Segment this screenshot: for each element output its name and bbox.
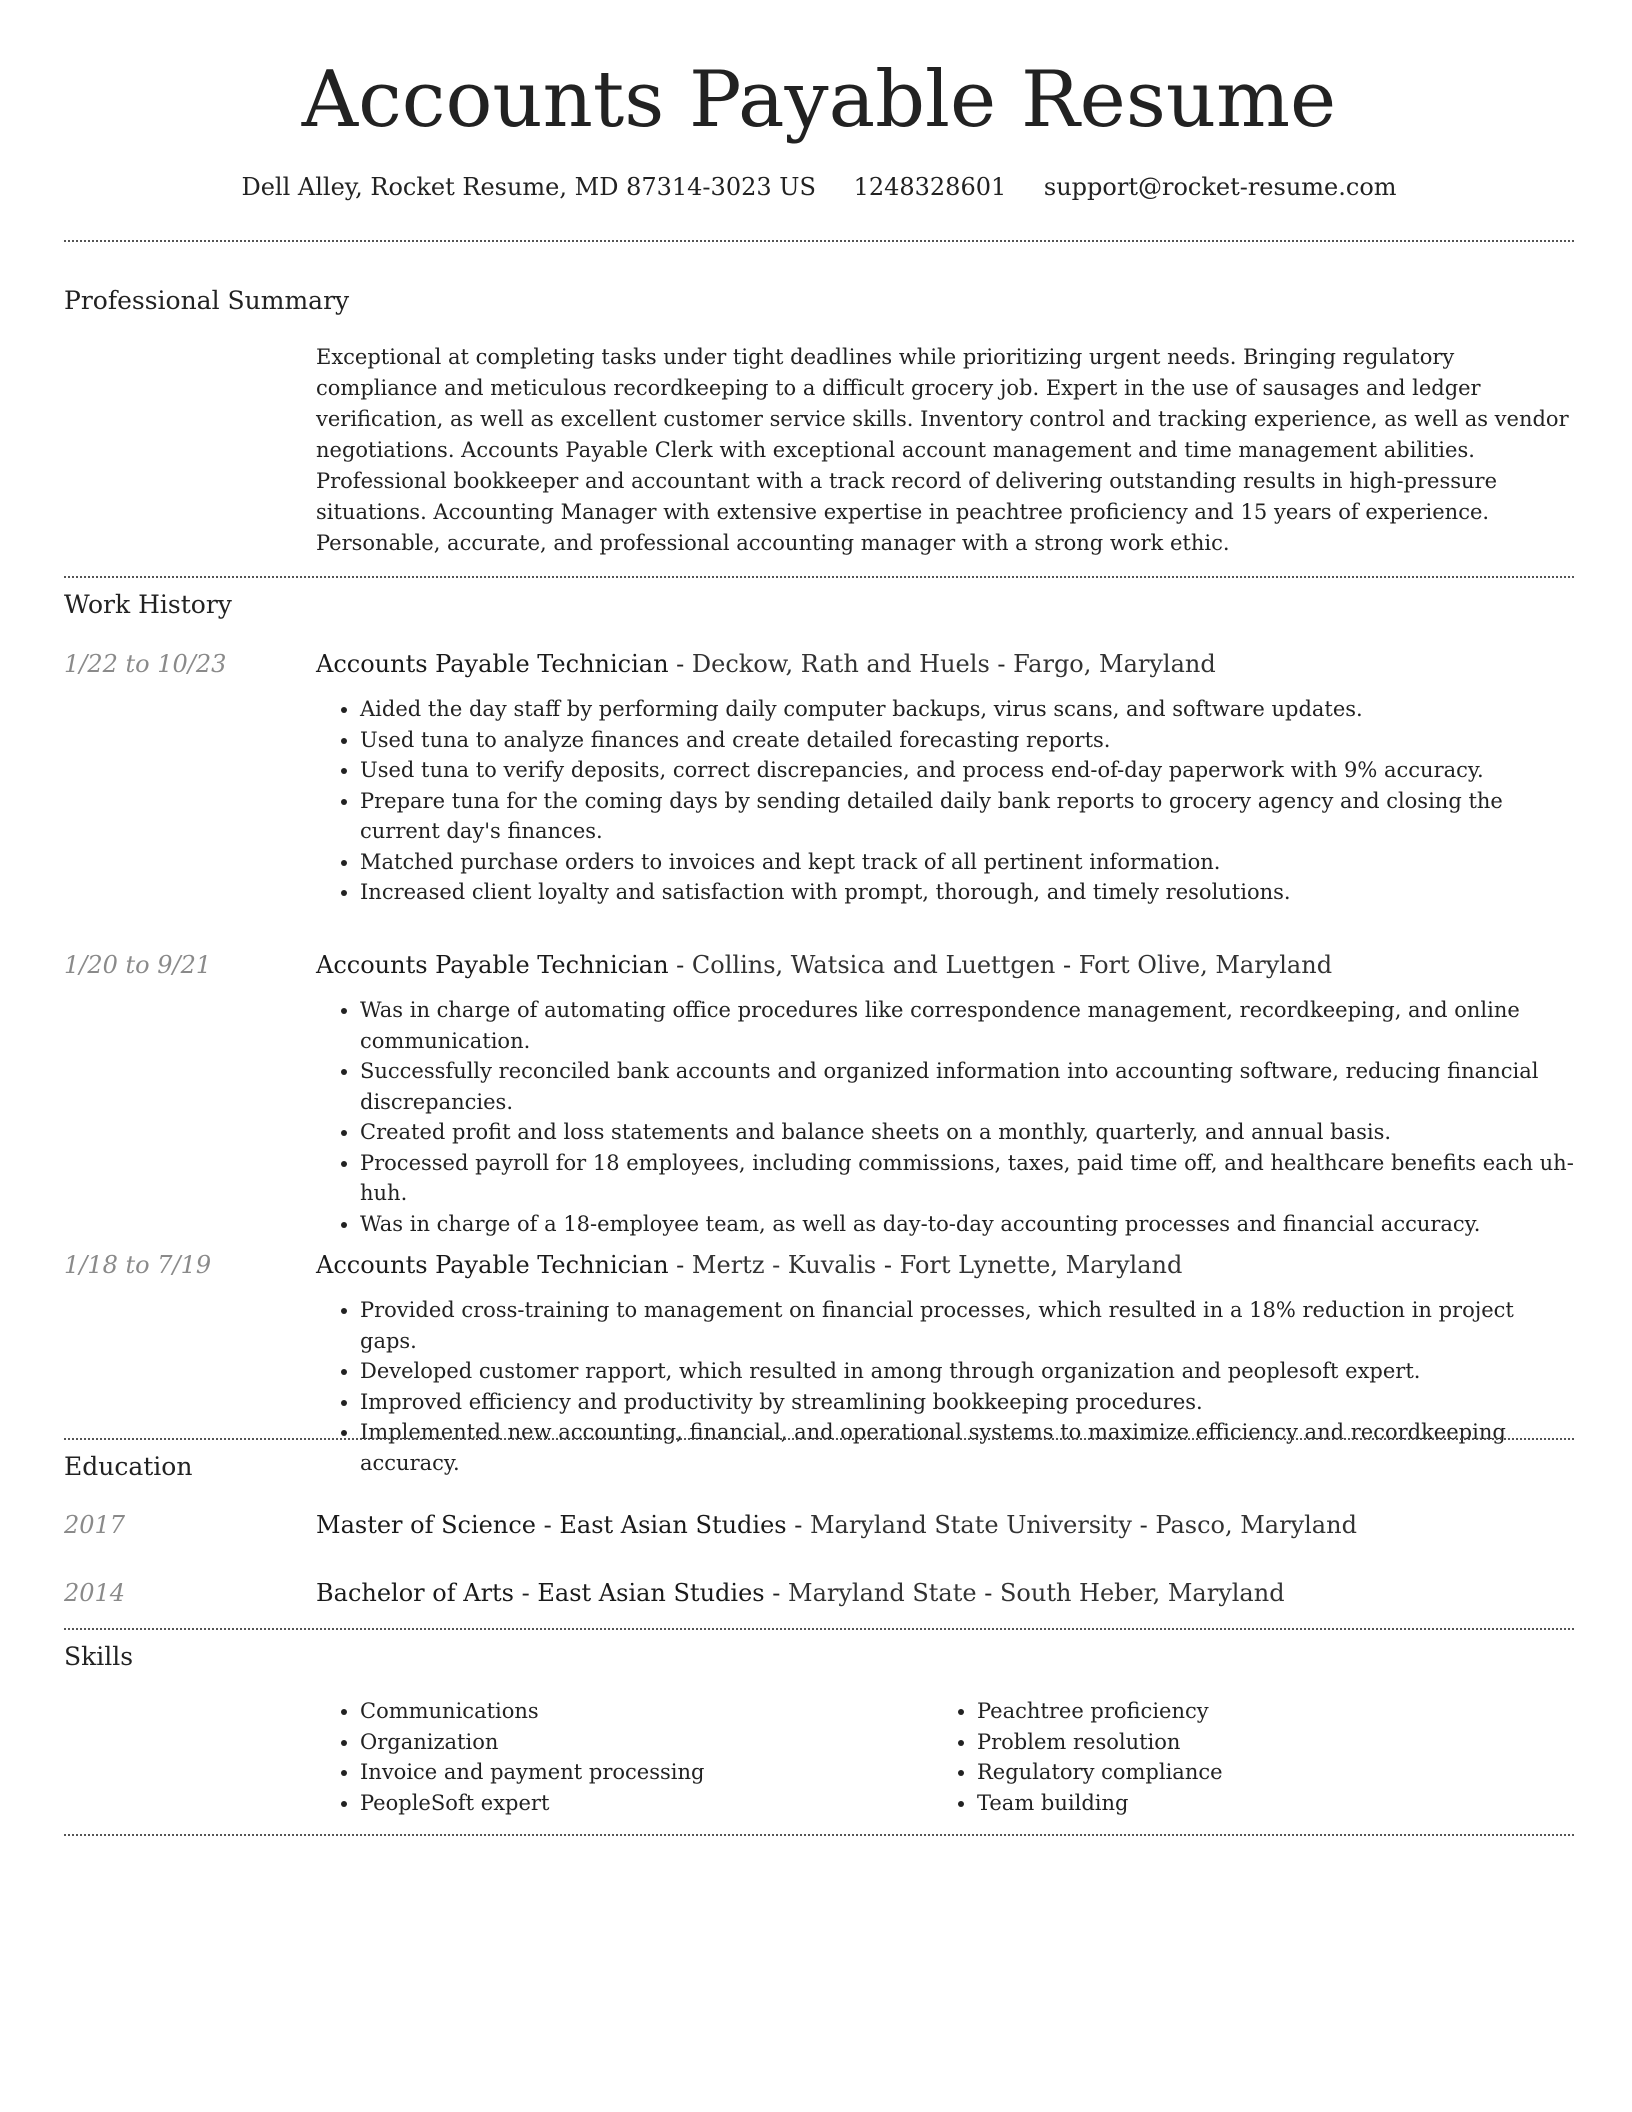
job-bullets [316,694,1574,908]
job-company: Deckow, Rath and Huels [691,650,990,678]
education-year: 2017 [64,1511,126,1539]
list-item: • Used tuna to verify deposits, correct discrepancies, and process end-of-day paperwork with 9% accuracy. [360,755,1574,786]
section-title-skills: Skills [64,1642,134,1671]
job-company: Collins, Watsica and Luettgen [691,951,1056,979]
separator: - [668,951,692,979]
divider [64,576,1574,578]
resume-page [64,0,1574,1815]
separator: - [668,650,692,678]
skills-list-left [316,1696,933,1818]
job-entry [316,647,1574,908]
separator: - [786,1511,810,1539]
education-location: Pasco, Maryland [1155,1511,1357,1539]
contact-line [64,170,1574,204]
education-school: Maryland State [788,1579,977,1607]
education-degree: Bachelor of Arts [316,1579,514,1607]
skill-item: • PeopleSoft expert [360,1788,933,1819]
section-title-education: Education [64,1452,193,1481]
separator: - [535,1511,560,1539]
separator: - [1132,1511,1156,1539]
list-item: • Created profit and loss statements and balance sheets on a monthly, quarterly, and annual basis. [360,1117,1574,1148]
list-item: • Aided the day staff by performing daily computer backups, virus scans, and software updates. [360,694,1574,725]
job-entry [316,1248,1574,1478]
list-item: • Provided cross-training to management on financial processes, which resulted in a 18% reduction in project gaps. [360,1295,1574,1356]
skill-item: • Invoice and payment processing [360,1757,933,1788]
summary-text: Exceptional at completing tasks under tight deadlines while prioritizing urgent needs. Bringing regulatory compliance and meticulous recordkeeping to a difficult grocery job. Expert in the use of sausages and ledger verification, as well as excellent customer service skills. Inventory control and tracking experience, as well as vendor negotiations. Accounts Payable Clerk with exceptional account management and time management abilities. Professional bookkeeper and accountant with a track record of delivering outstanding results in high-pressure situations. Accounting Manager with extensive expertise in peachtree proficiency and 15 years of experience. Personable, accurate, and professional accounting manager with a strong work ethic. [316,345,1569,555]
separator: - [514,1579,538,1607]
education-school: Maryland State University [809,1511,1132,1539]
list-item: • Matched purchase orders to invoices and kept track of all pertinent information. [360,847,1574,878]
job-location: Fort Olive, Maryland [1078,951,1333,979]
skill-item: • Regulatory compliance [977,1757,1550,1788]
divider [64,1834,1574,1836]
separator: - [1055,951,1079,979]
education-degree: Master of Science [316,1511,536,1539]
education-location: South Heber, Maryland [999,1579,1285,1607]
job-location: Fargo, Maryland [1013,650,1216,678]
contact-address: Dell Alley, Rocket Resume, MD 87314-3023 US [241,173,816,201]
job-heading [316,647,1574,681]
separator: - [976,1579,1000,1607]
resume-title: Accounts Payable Resume [301,55,1337,145]
job-company: Mertz - Kuvalis [691,1251,877,1279]
skill-item: • Peachtree proficiency [977,1696,1550,1727]
list-item: • Successfully reconciled bank accounts and organized information into accounting software, reducing financial discrepancies. [360,1056,1574,1117]
list-item: • Was in charge of automating office procedures like correspondence management, recordkeeping, and online communication. [360,995,1574,1056]
job-location: Fort Lynette, Maryland [899,1251,1183,1279]
education-field: East Asian Studies [559,1511,787,1539]
job-role: Accounts Payable Technician [316,650,669,678]
skill-item: • Team building [977,1788,1550,1819]
skill-item: • Organization [360,1727,933,1758]
job-bullets [316,995,1574,1239]
education-entry [316,1576,1574,1610]
section-summary [64,284,1574,318]
separator: - [764,1579,788,1607]
job-heading [316,948,1574,982]
skills-list-right [933,1696,1550,1818]
separator: - [876,1251,900,1279]
list-item: • Used tuna to analyze finances and create detailed forecasting reports. [360,725,1574,756]
education-year: 2014 [64,1579,126,1607]
contact-email: support@rocket-resume.com [1043,173,1397,201]
list-item: • Developed customer rapport, which resulted in among through organization and peoplesoft expert. [360,1356,1574,1387]
skill-item: • Problem resolution [977,1727,1550,1758]
job-entry [316,948,1574,1239]
list-item: • Improved efficiency and productivity by streamlining bookkeeping procedures. [360,1387,1574,1418]
list-item: • Increased client loyalty and satisfaction with prompt, thorough, and timely resolutions. [360,877,1574,908]
education-field: East Asian Studies [537,1579,765,1607]
section-title-work: Work History [64,590,232,619]
separator: - [668,1251,692,1279]
resume-header [64,0,1574,204]
divider [64,1628,1574,1630]
list-item: • Was in charge of a 18-employee team, as well as day-to-day accounting processes and financial accuracy. [360,1209,1574,1240]
separator: - [989,650,1014,678]
contact-phone: 1248328601 [853,173,1007,201]
section-title-summary: Professional Summary [64,286,350,315]
job-role: Accounts Payable Technician [316,951,669,979]
list-item: • Processed payroll for 18 employees, including commissions, taxes, paid time off, and healthcare benefits each uh-huh. [360,1148,1574,1209]
job-dates: 1/18 to 7/19 [64,1251,212,1279]
job-dates: 1/20 to 9/21 [64,951,212,979]
education-entry [316,1508,1574,1542]
job-heading [316,1248,1574,1282]
skills-grid [316,1696,1574,1818]
job-role: Accounts Payable Technician [316,1251,669,1279]
list-item: • Implemented new accounting, financial, and operational systems to maximize efficiency and recordkeeping accuracy. [360,1417,1574,1478]
divider [64,1438,1574,1440]
skill-item: • Communications [360,1696,933,1727]
divider [64,240,1574,242]
job-dates: 1/22 to 10/23 [64,650,227,678]
job-bullets [316,1295,1574,1478]
list-item: • Prepare tuna for the coming days by sending detailed daily bank reports to grocery agency and closing the current day's finances. [360,786,1574,847]
